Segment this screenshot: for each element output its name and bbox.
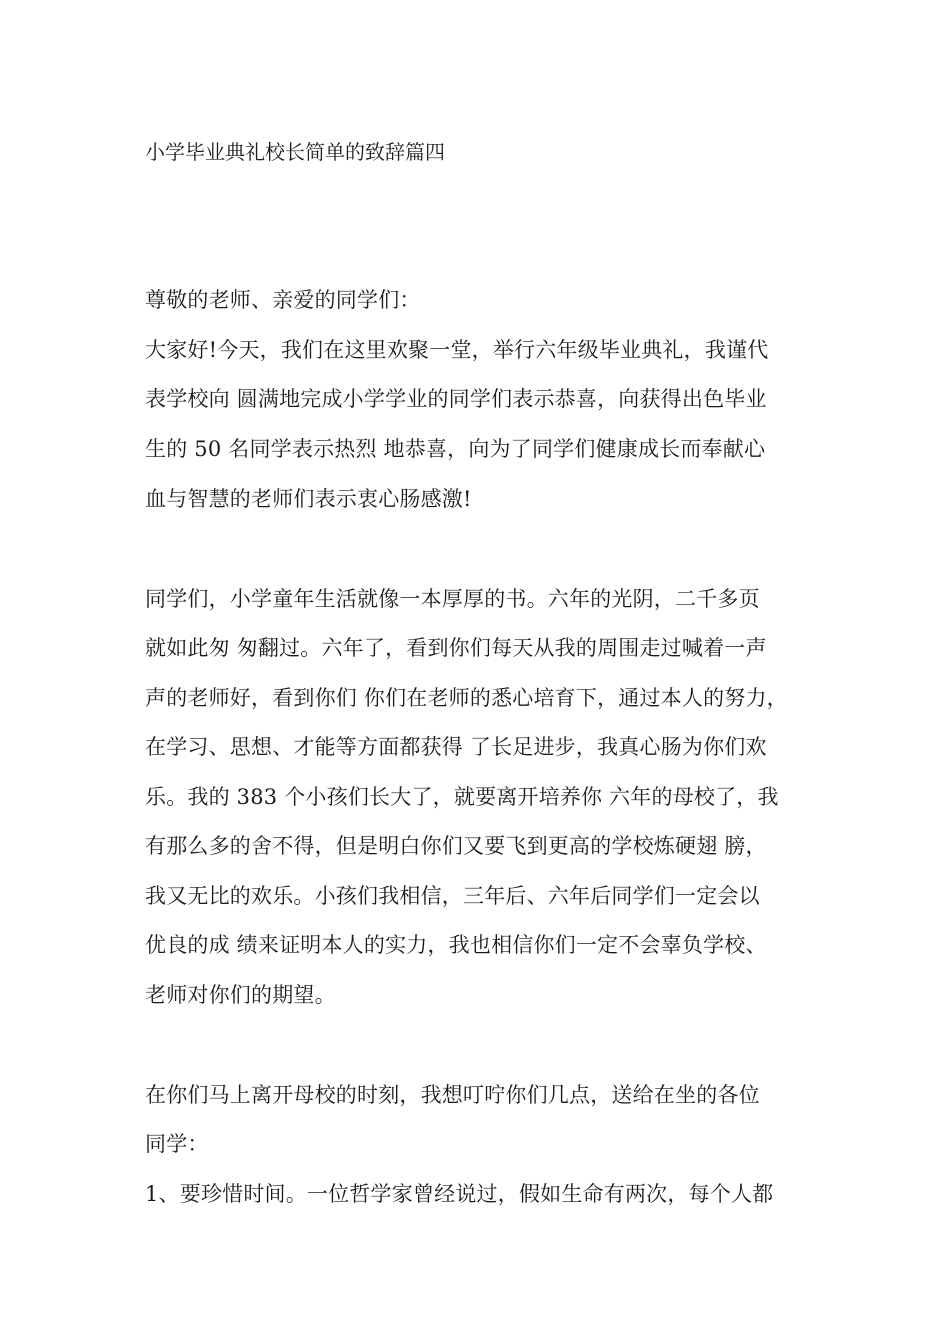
paragraph-line: 生的 50 名同学表示热烈 地恭喜，向为了同学们健康成长而奉献心	[145, 437, 766, 461]
paragraph-line: 大家好!今天，我们在这里欢聚一堂，举行六年级毕业典礼，我谨代	[145, 338, 769, 362]
paragraph-line: 老师对你们的期望。	[145, 983, 336, 1007]
list-item-line: 1、要珍惜时间。一位哲学家曾经说过，假如生命有两次，每个人都	[145, 1182, 774, 1206]
paragraph-line: 表学校向 圆满地完成小学学业的同学们表示恭喜，向获得出色毕业	[145, 387, 767, 411]
paragraph-line: 就如此匆 匆翻过。六年了，看到你们每天从我的周围走过喊着一声	[145, 636, 767, 660]
paragraph-line: 同学：	[145, 1132, 209, 1156]
paragraph-line: 有那么多的舍不得，但是明白你们又要飞到更高的学校炼硬翅 膀，	[145, 834, 767, 858]
paragraph-line: 在你们马上离开母校的时刻，我想叮咛你们几点，送给在坐的各位	[145, 1083, 760, 1107]
paragraph-line: 乐。我的 383 个小孩们长大了，就要离开培养你 六年的母校了，我	[145, 785, 779, 809]
paragraph-line: 同学们，小学童年生活就像一本厚厚的书。六年的光阴，二千多页	[145, 587, 760, 611]
paragraph-line: 在学习、思想、才能等方面都获得 了长足进步，我真心肠为你们欢	[145, 735, 767, 759]
paragraph-line: 血与智慧的老师们表示衷心肠感激!	[145, 487, 472, 511]
document-title: 小学毕业典礼校长简单的致辞篇四	[145, 140, 445, 164]
paragraph-line: 我又无比的欢乐。小孩们我相信，三年后、六年后同学们一定会以	[145, 884, 760, 908]
paragraph-line: 优良的成 绩来证明本人的实力，我也相信你们一定不会辜负学校、	[145, 933, 767, 957]
paragraph-line: 声的老师好，看到你们 你们在老师的悉心培育下，通过本人的努力，	[145, 686, 788, 710]
salutation-line: 尊敬的老师、亲爱的同学们：	[145, 288, 421, 312]
